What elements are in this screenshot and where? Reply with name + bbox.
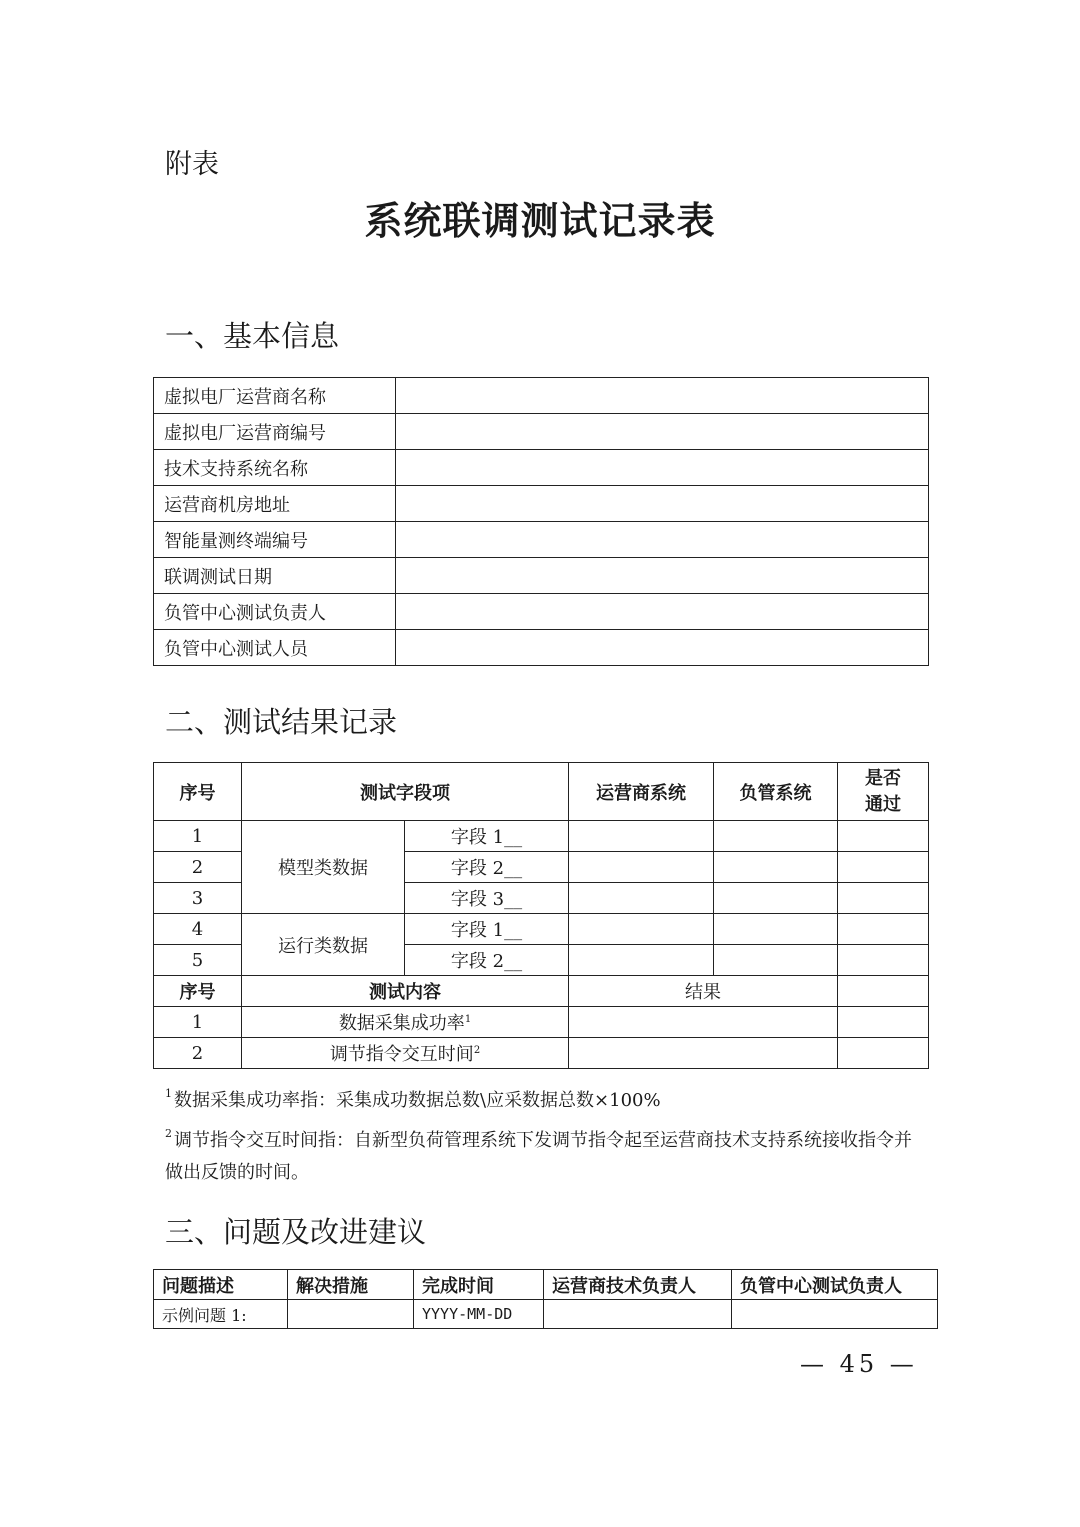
- info-value[interactable]: [396, 486, 929, 522]
- issues-table: [153, 1269, 938, 1329]
- test-results-table: [153, 762, 929, 1069]
- footnote-ref: 2: [473, 1045, 481, 1056]
- table-row: [154, 450, 929, 486]
- info-label: 技术支持系统名称: [154, 450, 396, 486]
- row-field: 字段 1__: [405, 821, 569, 852]
- row-field: 字段 1__: [405, 914, 569, 945]
- info-value[interactable]: [396, 414, 929, 450]
- row-content: 数据采集成功率$^1$: [242, 1007, 569, 1038]
- table-row: [154, 594, 929, 630]
- completion-time-cell[interactable]: YYYY-MM-DD: [414, 1300, 544, 1329]
- appendix-label: 附表: [165, 149, 219, 180]
- footnote-ref: 1: [464, 1014, 472, 1025]
- section2-heading: 二、测试结果记录: [165, 705, 398, 739]
- page-number: — 45 —: [800, 1350, 918, 1378]
- pass-cell[interactable]: [838, 1007, 929, 1038]
- header-completion-time: 完成时间: [414, 1270, 544, 1300]
- center-lead-cell[interactable]: [732, 1300, 938, 1329]
- operator-cell[interactable]: [569, 945, 714, 976]
- header-operator-lead: 运营商技术负责人: [544, 1270, 732, 1300]
- row-seq: 1: [154, 1007, 242, 1038]
- row-field: 字段 2__: [405, 945, 569, 976]
- header-pass: 是否通过: [838, 763, 929, 821]
- table-row: [154, 522, 929, 558]
- row-seq: 3: [154, 883, 242, 914]
- row-seq: 4: [154, 914, 242, 945]
- table-row: [154, 558, 929, 594]
- section1-heading: 一、基本信息: [165, 319, 340, 353]
- header-content: 测试内容: [242, 976, 569, 1007]
- table-row: [154, 414, 929, 450]
- table-row: [154, 378, 929, 414]
- mgmt-cell[interactable]: [714, 914, 838, 945]
- info-label: 虚拟电厂运营商编号: [154, 414, 396, 450]
- table-row: [154, 630, 929, 666]
- pass-cell[interactable]: [838, 883, 929, 914]
- table-row: [154, 1007, 929, 1038]
- footnote-2: $^2$ 调节指令交互时间指：自新型负荷管理系统下发调节指令起至运营商技术支持系统接收指令并做出反馈的时间。: [165, 1127, 912, 1183]
- operator-lead-cell[interactable]: [544, 1300, 732, 1329]
- mgmt-cell[interactable]: [714, 945, 838, 976]
- info-value[interactable]: [396, 594, 929, 630]
- header-operator-system: 运营商系统: [569, 763, 714, 821]
- info-value[interactable]: [396, 522, 929, 558]
- header-problem: 问题描述: [154, 1270, 288, 1300]
- document-title: 系统联调测试记录表: [364, 198, 716, 243]
- table-row: [154, 1300, 938, 1329]
- operator-cell[interactable]: [569, 914, 714, 945]
- mgmt-cell[interactable]: [714, 852, 838, 883]
- basic-info-table: [153, 377, 929, 666]
- header-mgmt-system: 负管系统: [714, 763, 838, 821]
- pass-cell[interactable]: [838, 914, 929, 945]
- info-value[interactable]: [396, 378, 929, 414]
- info-label: 联调测试日期: [154, 558, 396, 594]
- results-header-row: [154, 763, 929, 821]
- info-label: 负管中心测试人员: [154, 630, 396, 666]
- row-content: 调节指令交互时间$^2$: [242, 1038, 569, 1069]
- row-seq: 5: [154, 945, 242, 976]
- footnote-1: $^1$ 数据采集成功率指：采集成功数据总数\应采数据总数×100%: [165, 1087, 661, 1111]
- info-label: 运营商机房地址: [154, 486, 396, 522]
- row-seq: 2: [154, 852, 242, 883]
- issues-header-row: [154, 1270, 938, 1300]
- info-label: 虚拟电厂运营商名称: [154, 378, 396, 414]
- row-field: 字段 2__: [405, 852, 569, 883]
- row-seq: 2: [154, 1038, 242, 1069]
- mgmt-cell[interactable]: [714, 821, 838, 852]
- row-field: 字段 3__: [405, 883, 569, 914]
- table-row: [154, 821, 929, 852]
- header-seq-2: 序号: [154, 976, 242, 1007]
- header-seq: 序号: [154, 763, 242, 821]
- info-value[interactable]: [396, 450, 929, 486]
- table-row: [154, 914, 929, 945]
- result-cell[interactable]: [569, 1007, 838, 1038]
- header-solution: 解决措施: [288, 1270, 414, 1300]
- header-center-lead: 负管中心测试负责人: [732, 1270, 938, 1300]
- header-field: 测试字段项: [242, 763, 569, 821]
- pass-cell[interactable]: [838, 945, 929, 976]
- solution-cell[interactable]: [288, 1300, 414, 1329]
- pass-cell: [838, 976, 929, 1007]
- problem-cell[interactable]: 示例问题 1:: [154, 1300, 288, 1329]
- table-row: [154, 486, 929, 522]
- operator-cell[interactable]: [569, 883, 714, 914]
- group-operation-data: 运行类数据: [242, 914, 405, 976]
- group-model-data: 模型类数据: [242, 821, 405, 914]
- result-cell[interactable]: [569, 1038, 838, 1069]
- section3-heading: 三、问题及改进建议: [165, 1215, 427, 1249]
- mgmt-cell[interactable]: [714, 883, 838, 914]
- operator-cell[interactable]: [569, 821, 714, 852]
- info-label: 负管中心测试负责人: [154, 594, 396, 630]
- operator-cell[interactable]: [569, 852, 714, 883]
- pass-cell[interactable]: [838, 852, 929, 883]
- info-value[interactable]: [396, 558, 929, 594]
- header-result: 结果: [569, 976, 838, 1007]
- pass-cell[interactable]: [838, 821, 929, 852]
- info-label: 智能量测终端编号: [154, 522, 396, 558]
- row-seq: 1: [154, 821, 242, 852]
- table-row: [154, 1038, 929, 1069]
- pass-cell[interactable]: [838, 1038, 929, 1069]
- content-header-row: [154, 976, 929, 1007]
- info-value[interactable]: [396, 630, 929, 666]
